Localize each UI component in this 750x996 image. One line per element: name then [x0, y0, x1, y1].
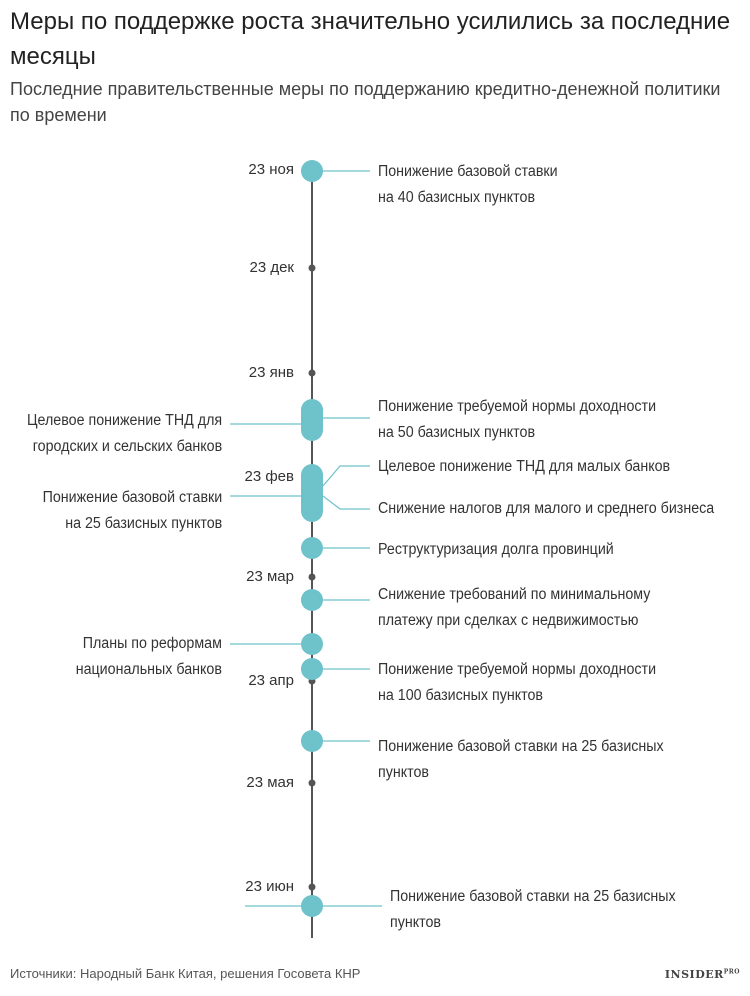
event-label-line: Понижение требуемой нормы доходности: [378, 661, 657, 678]
event-connector: [323, 496, 370, 509]
event-label-line: Целевое понижение ТНД для малых банков: [378, 458, 671, 475]
event-label-line: национальных банков: [75, 661, 222, 678]
month-label: 23 фев: [244, 468, 294, 485]
event-marker-group: [301, 464, 323, 522]
event-label-line: Реструктуризация долга провинций: [378, 541, 614, 558]
event-connector: [323, 466, 370, 486]
event-label-line: платежу при сделках с недвижимостью: [378, 612, 639, 629]
event-marker: [301, 589, 323, 611]
event-label: [378, 734, 664, 786]
event-label: [378, 537, 614, 563]
event-label-line: на 100 базисных пунктов: [378, 687, 543, 704]
event-label-line: пунктов: [390, 914, 442, 931]
event-label: [378, 159, 558, 211]
month-label: 23 мар: [246, 568, 294, 585]
month-tick: [309, 780, 316, 787]
month-tick: [309, 884, 316, 891]
event-label: [390, 884, 676, 936]
event-label: [378, 394, 656, 446]
event-label-line: на 50 базисных пунктов: [378, 424, 536, 441]
event-label-line: Понижение базовой ставки на 25 базисных: [390, 888, 676, 905]
event-label-line: Понижение базовой ставки: [42, 489, 222, 506]
event-label: [378, 582, 650, 634]
event-marker: [301, 160, 323, 182]
event-marker: [301, 658, 323, 680]
event-marker: [301, 895, 323, 917]
event-label-line: городских и сельских банков: [32, 438, 223, 455]
chart-subtitle: Последние правительственные меры по поддержанию кредитно-денежной политики по времени: [10, 79, 721, 125]
month-label: 23 апр: [248, 672, 294, 689]
event-label-line: Понижение базовой ставки: [378, 163, 558, 180]
event-label-line: Снижение налогов для малого и среднего бизнеса: [378, 500, 715, 517]
event-label-line: Целевое понижение ТНД для: [26, 412, 222, 429]
event-label-line: Снижение требований по минимальному: [378, 586, 651, 603]
event-label-line: Планы по реформам: [82, 635, 222, 652]
event-label-line: на 40 базисных пунктов: [378, 189, 536, 206]
event-label: [42, 485, 222, 537]
event-marker: [301, 537, 323, 559]
month-tick: [309, 265, 316, 272]
event-marker: [301, 633, 323, 655]
month-tick: [309, 574, 316, 581]
event-label: [378, 454, 670, 480]
event-label-line: пунктов: [378, 764, 430, 781]
event-label: [378, 496, 714, 522]
event-label: [378, 657, 656, 709]
publisher-logo: $INSIDER^{PRO}$: [664, 968, 740, 981]
month-label: 23 мая: [246, 774, 294, 791]
month-label: 23 дек: [249, 259, 294, 276]
month-label: 23 июн: [245, 878, 294, 895]
event-marker: [301, 730, 323, 752]
source-note: Источники: Народный Банк Китая, решения Госовета КНР: [10, 966, 361, 981]
event-marker-group: [301, 399, 323, 441]
event-label: [76, 631, 222, 683]
month-label: 23 янв: [248, 364, 294, 381]
month-tick: [309, 370, 316, 377]
event-label-line: Понижение базовой ставки на 25 базисных: [378, 738, 664, 755]
event-label: [27, 408, 222, 460]
event-label-line: Понижение требуемой нормы доходности: [378, 398, 657, 415]
month-label: 23 ноя: [248, 161, 294, 178]
event-label-line: на 25 базисных пунктов: [64, 515, 222, 532]
chart-title: Меры по поддержке роста значительно усилились за последние месяцы: [10, 8, 731, 70]
